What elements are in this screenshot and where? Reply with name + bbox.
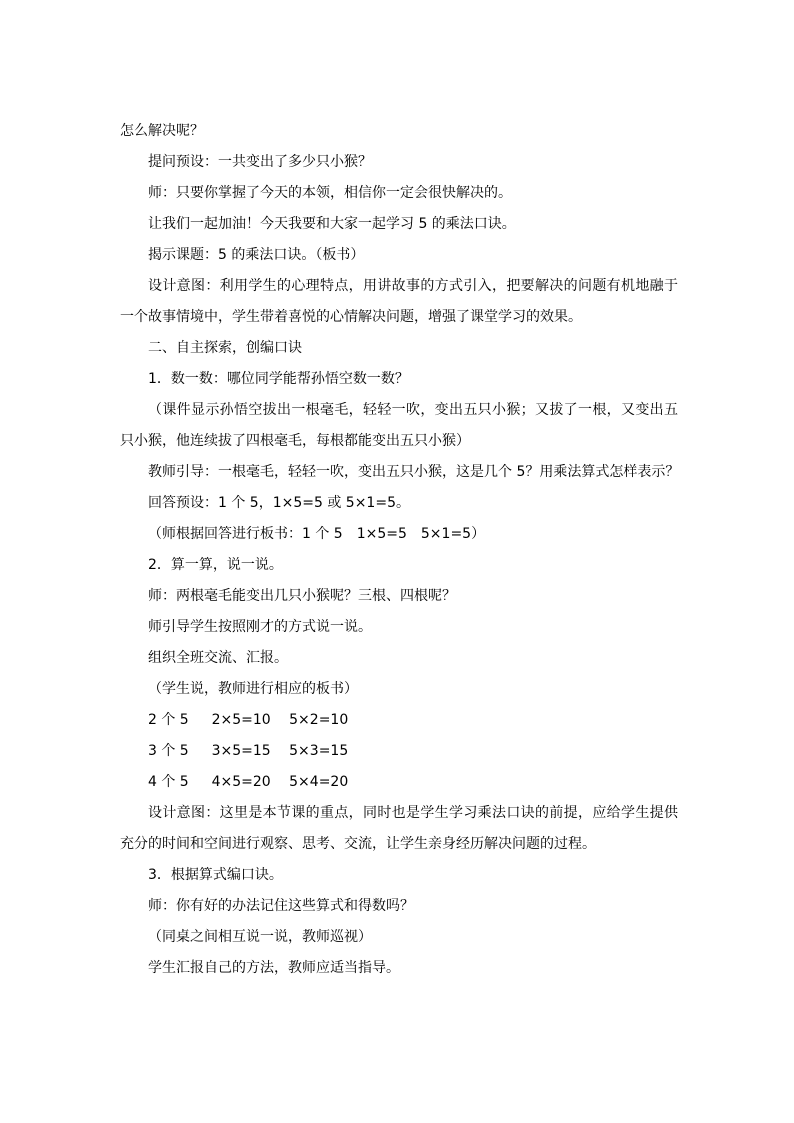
paragraph: 师：两根毫毛能变出几只小猴呢？三根、四根呢？ bbox=[148, 588, 456, 604]
paragraph: （同桌之间相互说一说，教师巡视） bbox=[148, 929, 372, 945]
paragraph: 学生汇报自己的方法，教师应适当指导。 bbox=[148, 960, 400, 976]
paragraph: 2．算一算，说一说。 bbox=[148, 557, 283, 573]
paragraph: 教师引导：一根毫毛，轻轻一吹，变出五只小猴，这是几个 5？用乘法算式怎样表示？ bbox=[148, 464, 680, 480]
equation-line: 3 个 5 3×5=15 5×3=15 bbox=[148, 743, 349, 759]
equation-line: 2 个 5 2×5=10 5×2=10 bbox=[148, 712, 349, 728]
paragraph: 1．数一数：哪位同学能帮孙悟空数一数？ bbox=[148, 371, 409, 387]
paragraph: 师：只要你掌握了今天的本领，相信你一定会很快解决的。 bbox=[148, 185, 512, 201]
document-body bbox=[120, 116, 678, 984]
paragraph: 师：你有好的办法记住这些算式和得数吗？ bbox=[148, 898, 414, 914]
paragraph: 组织全班交流、汇报。 bbox=[148, 650, 288, 666]
paragraph: 提问预设：一共变出了多少只小猴？ bbox=[148, 154, 372, 170]
section-heading: 二、自主探索，创编口诀 bbox=[148, 340, 302, 356]
equation-line: 4 个 5 4×5=20 5×4=20 bbox=[148, 774, 349, 790]
paragraph: 师引导学生按照刚才的方式说一说。 bbox=[148, 619, 372, 635]
paragraph: 让我们一起加油！今天我要和大家一起学习 5 的乘法口诀。 bbox=[148, 216, 516, 232]
paragraph: 回答预设：1 个 5，1×5=5 或 5×1=5。 bbox=[148, 495, 410, 511]
paragraph: 怎么解决呢？ bbox=[120, 123, 204, 139]
paragraph: （学生说，教师进行相应的板书） bbox=[148, 681, 358, 697]
paragraph: （师根据回答进行板书：1 个 5 1×5=5 5×1=5） bbox=[148, 526, 486, 542]
paragraph: 揭示课题：5 的乘法口诀。（板书） bbox=[148, 247, 365, 263]
paragraph: （课件显示孙悟空拔出一根毫毛，轻轻一吹，变出五只小猴；又拔了一根，又变出五只小猴，他连续拔了四根毫毛，每根都能变出五只小猴） bbox=[120, 402, 678, 449]
paragraph-design-intent: 设计意图：这里是本节课的重点，同时也是学生学习乘法口诀的前提，应给学生提供充分的时间和空间进行观察、思考、交流，让学生亲身经历解决问题的过程。 bbox=[120, 805, 678, 852]
paragraph-design-intent: 设计意图：利用学生的心理特点，用讲故事的方式引入，把要解决的问题有机地融于一个故事情境中，学生带着喜悦的心情解决问题，增强了课堂学习的效果。 bbox=[120, 278, 678, 325]
paragraph: 3．根据算式编口诀。 bbox=[148, 867, 283, 883]
